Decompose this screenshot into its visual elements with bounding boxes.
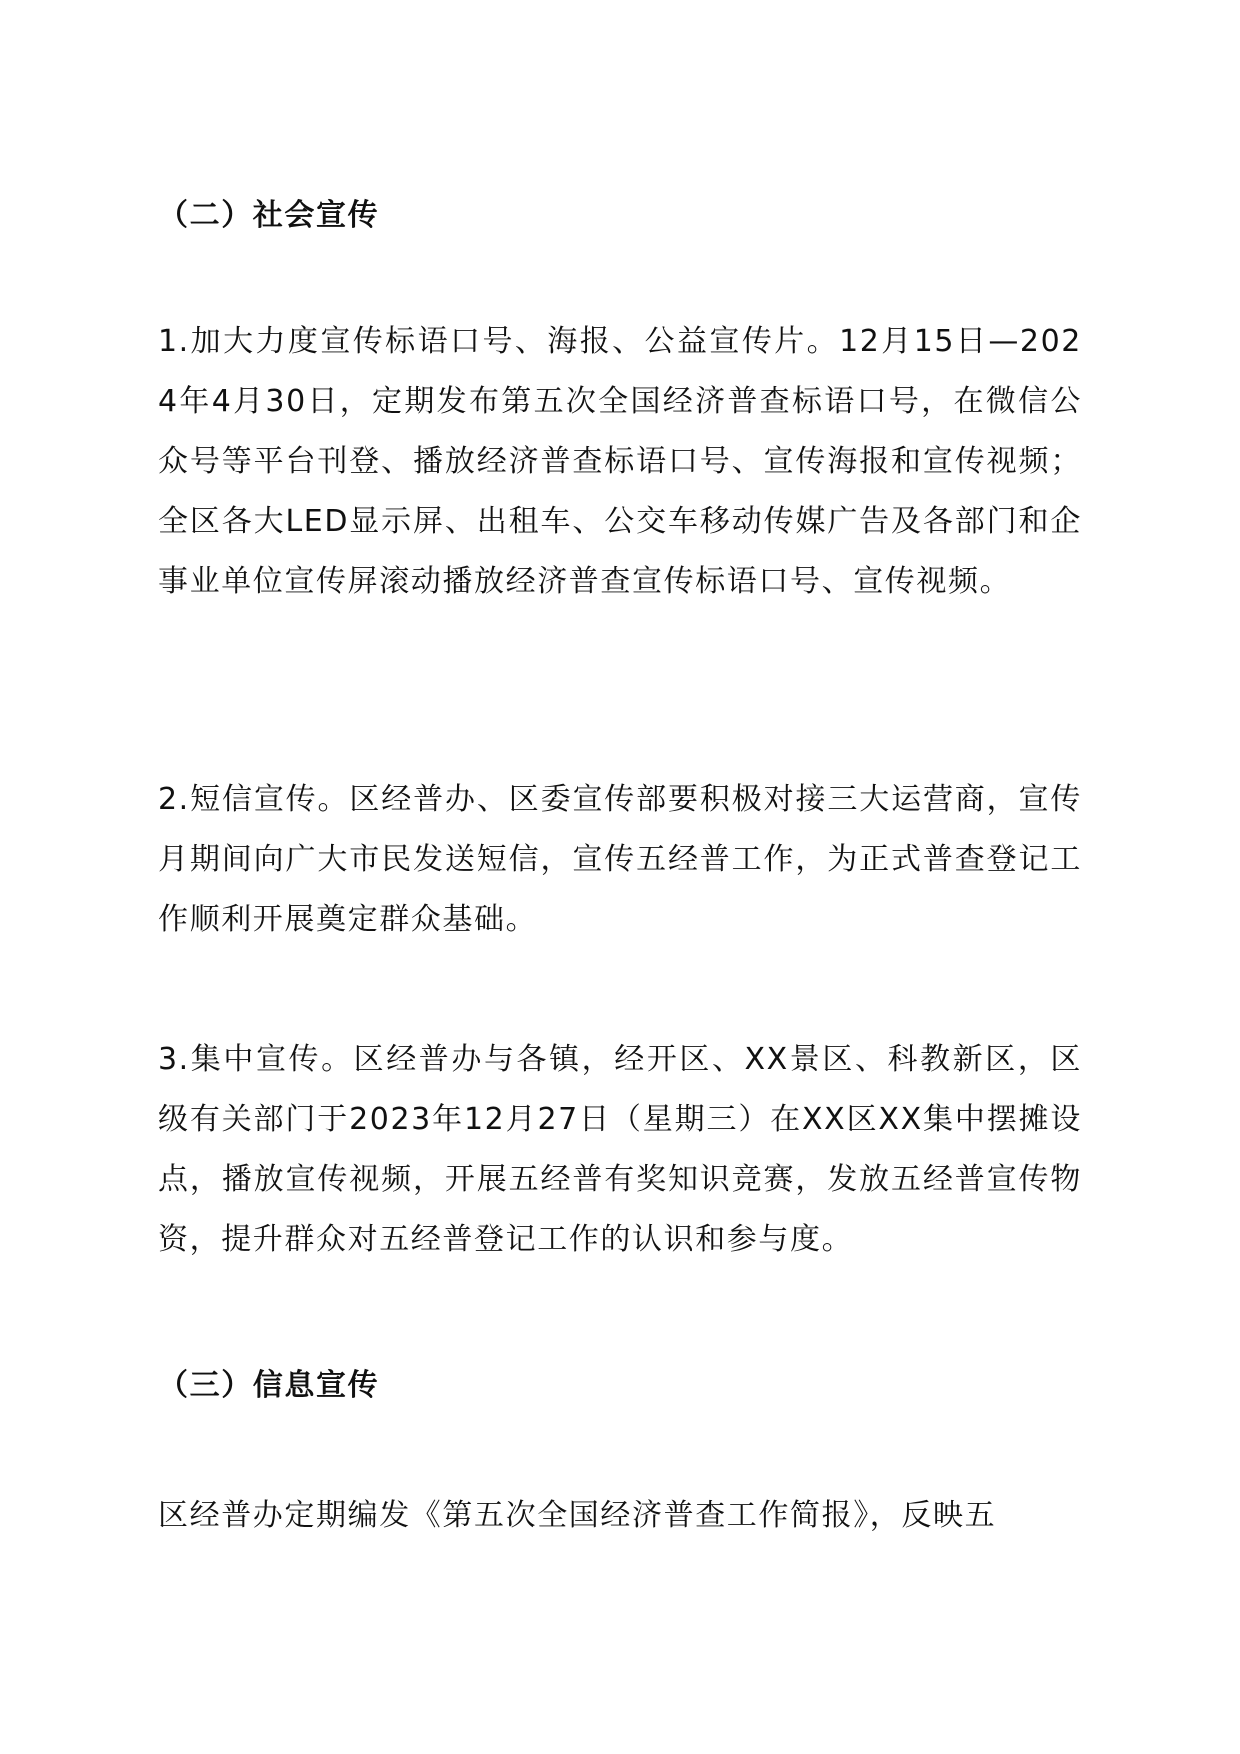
section-heading-social-publicity: （二）社会宣传 [158,198,380,233]
paragraph-centralized-publicity: 3.集中宣传。区经普办与各镇，经开区、XX景区、科教新区，区级有关部门于2023年12月27日（星期三）在XX区XX集中摆摊设点，播放宣传视频，开展五经普有奖知识竞赛，发放五经普宣传物资，提升群众对五经普登记工作的认识和参与度。 [158,1042,1082,1257]
paragraph-work-bulletin: 区经普办定期编发《第五次全国经济普查工作简报》，反映五 [158,1498,997,1533]
paragraph-slogans-posters: 1.加大力度宣传标语口号、海报、公益宣传片。12月15日—2024年4月30日，定期发布第五次全国经济普查标语口号，在微信公众号等平台刊登、播放经济普查标语口号、宣传海报和宣传视频；全区各大LED显示屏、出租车、公交车移动传媒广告及各部门和企事业单位宣传屏滚动播放经济普查宣传标语口号、宣传视频。 [158,324,1082,599]
paragraph-sms-publicity: 2.短信宣传。区经普办、区委宣传部要积极对接三大运营商，宣传月期间向广大市民发送短信，宣传五经普工作，为正式普查登记工作顺利开展奠定群众基础。 [158,782,1082,937]
section-heading-information-publicity: （三）信息宣传 [158,1368,380,1403]
